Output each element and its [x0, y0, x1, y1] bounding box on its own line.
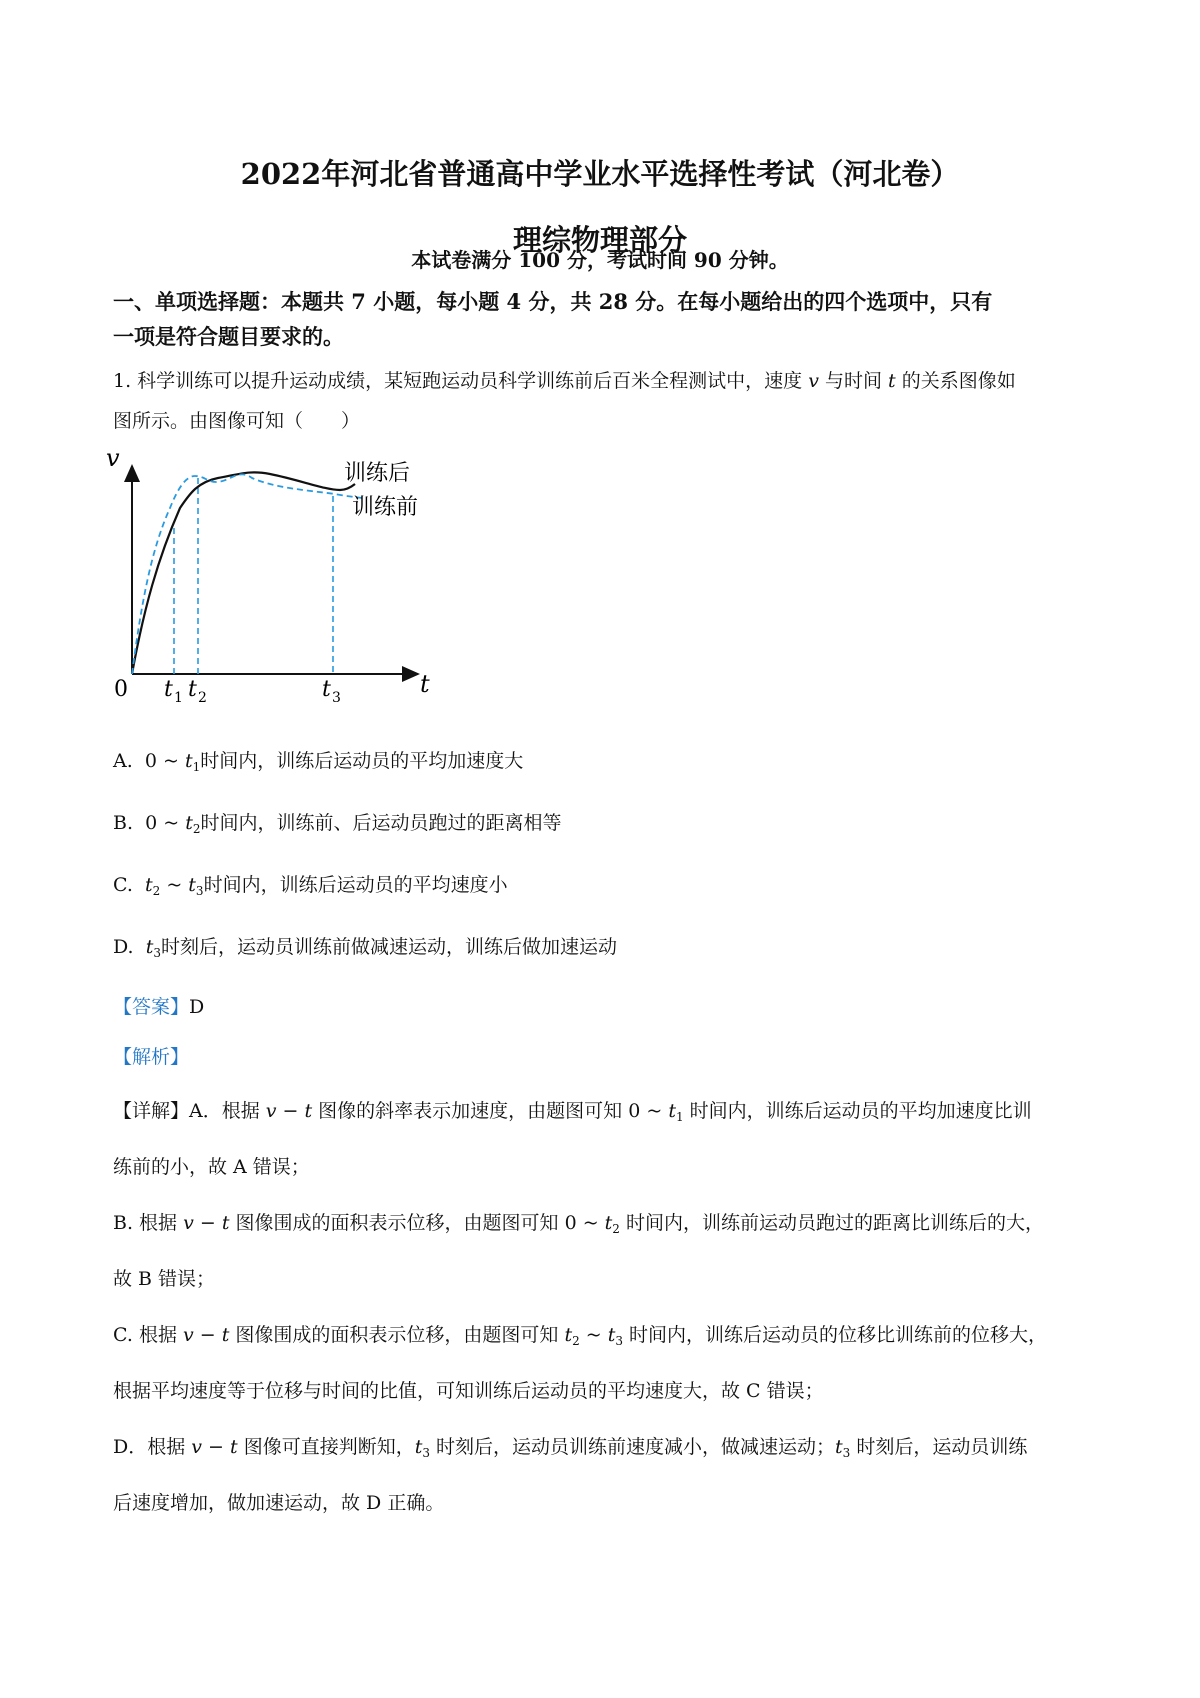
detail-text: 图像的斜率表示加速度，由题图可知 [312, 1100, 629, 1122]
option-a-prefix: A. [113, 750, 133, 772]
detail-text: 图像围成的面积表示位移，由题图可知 [229, 1324, 565, 1346]
option-c[interactable] [113, 870, 508, 898]
detail-text: 时刻后，运动员训练前速度减小，做减速运动； [429, 1436, 836, 1458]
detail-var: t [564, 1324, 573, 1346]
origin-label: 0 [114, 677, 128, 702]
exam-note: 本试卷满分 100 分，考试时间 90 分钟。 [411, 248, 789, 272]
tick-label-t2 [188, 677, 207, 706]
detail-text: 时间内，训练前运动员跑过的距离比训练后的大， [619, 1212, 1044, 1234]
curve-after-training [132, 472, 355, 674]
detail-text: 时刻后，运动员训练 [850, 1436, 1028, 1458]
tick-label-t2-sub: 2 [198, 690, 207, 706]
detail-math: 0 ~ [564, 1212, 605, 1234]
tick-label-t1-sub: 1 [174, 690, 183, 706]
vt-symbol: v − t [191, 1436, 238, 1458]
detail-a-line1 [113, 1096, 1032, 1124]
question-text: 的关系图像如 [895, 370, 1016, 392]
tick-label-t2-name: t [188, 677, 197, 702]
detail-b-line2: 故 B 错误； [113, 1268, 216, 1290]
answer-label: 【答案】 [113, 996, 190, 1018]
option-c-prefix: C. [113, 874, 133, 896]
option-d[interactable] [113, 932, 617, 960]
question-text: 与时间 [818, 370, 889, 392]
section-heading-line1: 一、单项选择题：本题共 7 小题，每小题 4 分，共 28 分。在每小题给出的四个选项中，只有 [113, 289, 993, 314]
option-c-text: 时间内，训练后运动员的平均速度小 [203, 874, 508, 896]
option-b[interactable] [113, 808, 562, 836]
detail-sub: 2 [572, 1334, 580, 1348]
tick-label-t3-name: t [322, 677, 331, 702]
option-d-var: t [145, 936, 154, 958]
var-t: t [888, 370, 896, 392]
detail-sub: 3 [842, 1446, 851, 1460]
option-c-sub2: 3 [195, 884, 204, 898]
detail-text: D．根据 [113, 1436, 192, 1458]
option-d-text: 时刻后，运动员训练前做减速运动，训练后做加速运动 [160, 936, 617, 958]
option-d-sub: 3 [153, 946, 161, 960]
detail-text: B. 根据 [113, 1212, 184, 1234]
detail-math: ~ [579, 1324, 608, 1346]
x-axis-label: t [420, 670, 430, 698]
var-v: v [808, 370, 819, 392]
option-b-var: t [185, 812, 193, 834]
detail-var: t [835, 1436, 843, 1458]
option-a[interactable] [113, 746, 523, 774]
vt-symbol: v − t [265, 1100, 313, 1122]
option-d-prefix: D. [113, 936, 134, 958]
detail-text: 【详解】A．根据 [113, 1100, 266, 1122]
detail-sub: 3 [615, 1334, 624, 1348]
detail-d-line2: 后速度增加，做加速运动，故 D 正确。 [113, 1492, 445, 1514]
answer-value: D [189, 996, 205, 1018]
analysis-label: 【解析】 [113, 1046, 190, 1068]
detail-text: 时间内，训练后运动员的平均加速度比训 [683, 1100, 1032, 1122]
exam-subtitle: 理综物理部分 [512, 223, 687, 257]
detail-text: C. 根据 [113, 1324, 183, 1346]
answer-line [113, 992, 204, 1019]
option-b-math: 0 ~ [145, 812, 186, 834]
option-a-sub: 1 [192, 760, 201, 774]
option-a-var: t [184, 750, 193, 772]
option-b-sub: 2 [192, 822, 201, 836]
option-c-sub1: 2 [152, 884, 161, 898]
option-c-sep: ~ [160, 874, 189, 896]
legend-before-training: 训练前 [352, 495, 419, 520]
detail-b-line1 [113, 1208, 1044, 1236]
option-c-var1: t [145, 874, 153, 896]
detail-var: t [668, 1100, 676, 1122]
detail-var: t [414, 1436, 423, 1458]
detail-var: t [607, 1324, 616, 1346]
question-stem-line2: 图所示。由图像可知（ ） [113, 410, 361, 432]
detail-c-line1 [113, 1320, 1047, 1348]
detail-sub: 2 [612, 1222, 620, 1236]
detail-sub: 1 [675, 1110, 684, 1124]
tick-label-t1 [164, 677, 183, 706]
tick-label-t3-sub: 3 [332, 690, 341, 706]
detail-text: 图像可直接判断知， [237, 1436, 415, 1458]
detail-math: 0 ~ [628, 1100, 669, 1122]
option-b-prefix: B. [113, 812, 134, 834]
detail-sub: 3 [422, 1446, 430, 1460]
tick-label-t1-name: t [164, 677, 173, 702]
detail-d-line1 [113, 1432, 1027, 1460]
detail-var: t [604, 1212, 613, 1234]
detail-text: 图像围成的面积表示位移，由题图可知 [229, 1212, 565, 1234]
vt-symbol: v − t [183, 1212, 230, 1234]
y-axis-label: v [106, 448, 120, 472]
detail-a-line2: 练前的小，故 A 错误； [113, 1156, 310, 1178]
curve-before-training [132, 474, 362, 674]
question-text: 1. 科学训练可以提升运动成绩，某短跑运动员科学训练前后百米全程测试中，速度 [113, 370, 809, 392]
detail-text: 时间内，训练后运动员的位移比训练前的位移大， [623, 1324, 1048, 1346]
tick-label-t3 [322, 677, 341, 706]
option-a-math: 0 ~ [144, 750, 185, 772]
question-stem-line1 [113, 366, 1016, 393]
detail-c-line2: 根据平均速度等于位移与时间的比值，可知训练后运动员的平均速度大，故 C 错误； [113, 1380, 824, 1402]
option-b-text: 时间内，训练前、后运动员跑过的距离相等 [200, 812, 562, 834]
option-a-text: 时间内，训练后运动员的平均加速度大 [200, 750, 524, 772]
vt-graph [100, 448, 440, 710]
vt-symbol: v − t [182, 1324, 230, 1346]
option-c-var2: t [188, 874, 196, 896]
exam-title: 2022年河北省普通高中学业水平选择性考试（河北卷） [240, 157, 960, 191]
legend-after-training: 训练后 [344, 461, 411, 486]
section-heading-line2: 一项是符合题目要求的。 [113, 324, 344, 349]
